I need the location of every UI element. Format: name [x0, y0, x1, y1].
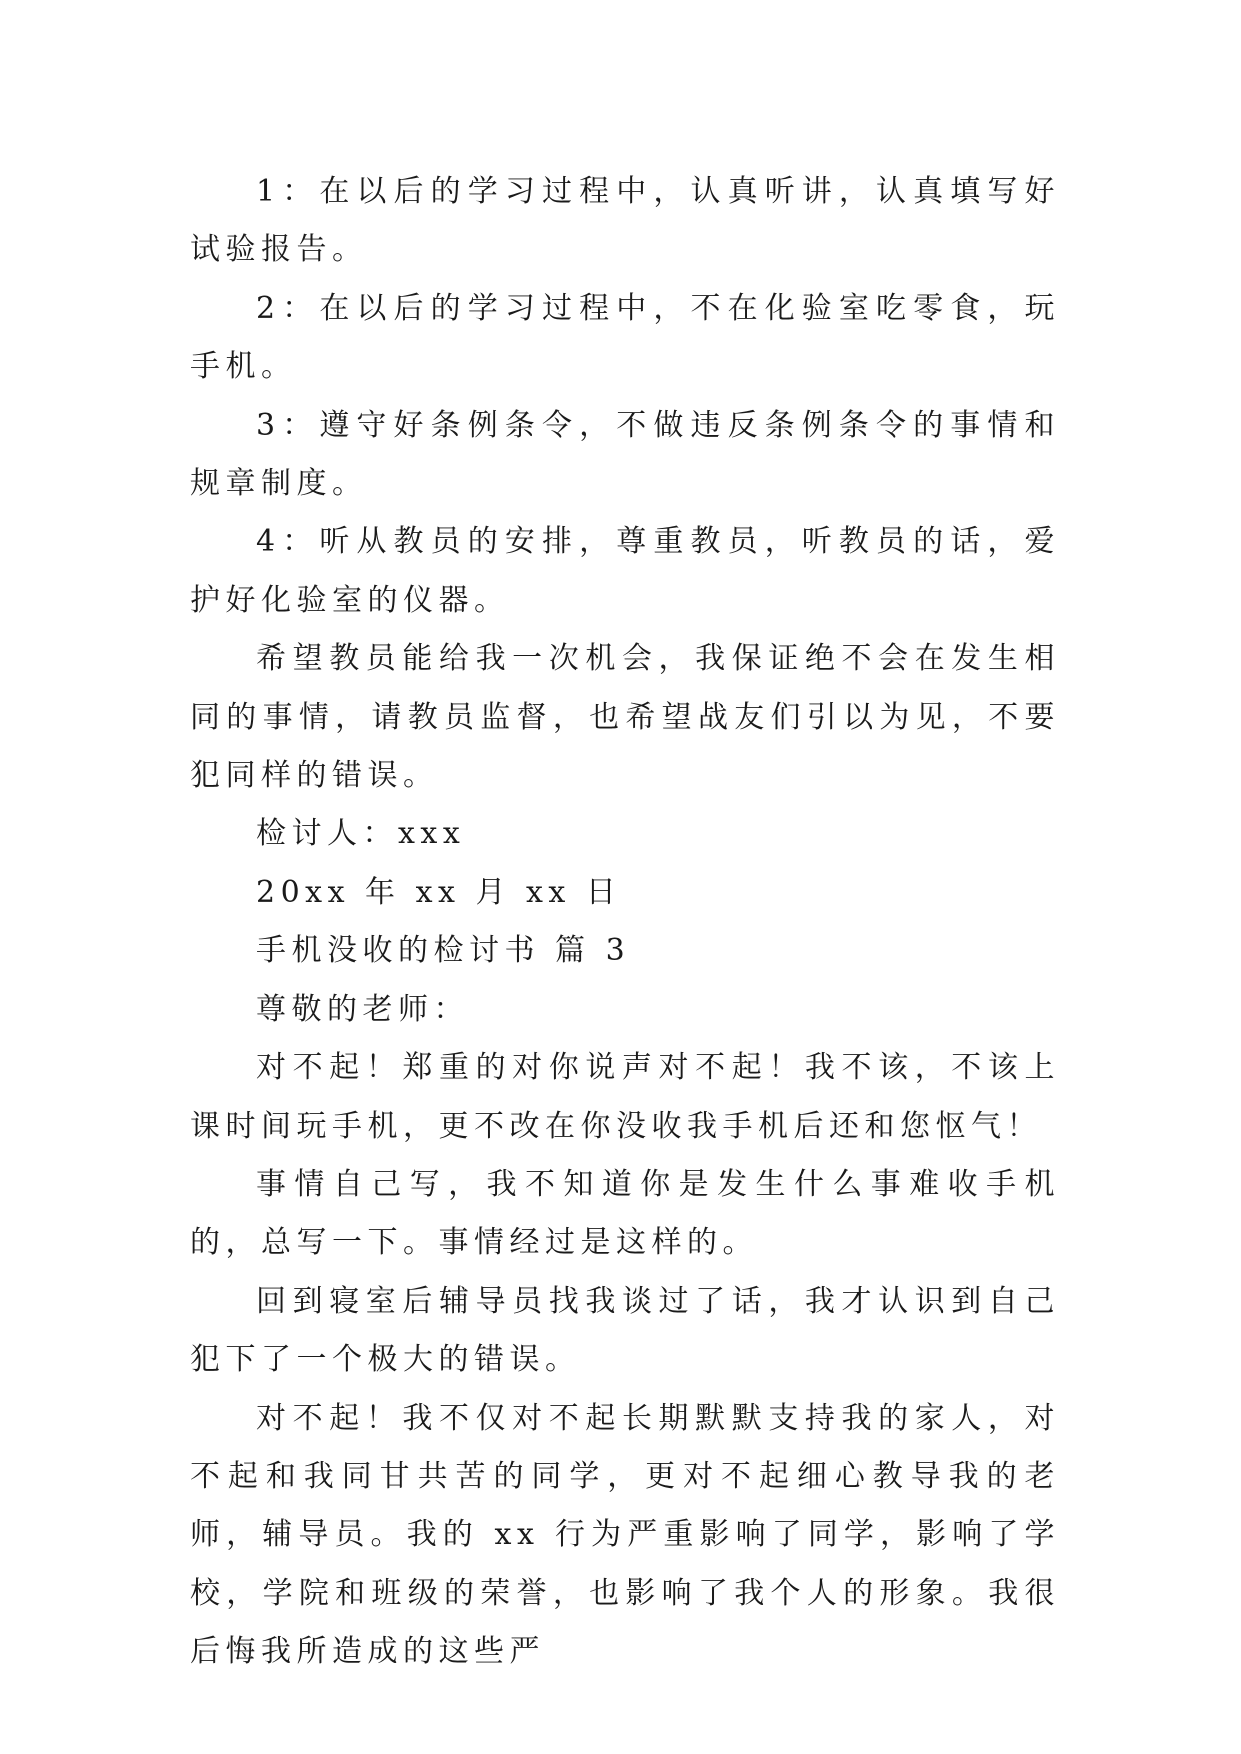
paragraph-item-3: 3：遵守好条例条令，不做违反条例条令的事情和规章制度。 [190, 407, 1060, 502]
paragraph-hope: 希望教员能给我一次机会，我保证绝不会在发生相同的事情，请教员监督，也希望战友们引以为见，不要犯同样的错误。 [190, 641, 1060, 794]
body-paragraph-2: 事情自己写，我不知道你是发生什么事难收手机的，总写一下。事情经过是这样的。 [190, 1166, 1060, 1261]
salutation: 尊敬的老师： [256, 991, 469, 1027]
signer-line: 检讨人：xxx [256, 816, 466, 852]
paragraph-item-4: 4：听从教员的安排，尊重教员，听教员的话，爱护好化验室的仪器。 [190, 524, 1060, 618]
body-paragraph-3: 回到寝室后辅导员找我谈过了话，我才认识到自己犯下了一个极大的错误。 [190, 1283, 1060, 1378]
body-paragraph-1: 对不起！郑重的对你说声对不起！我不该，不该上课时间玩手机，更不改在你没收我手机后还和您怄气！ [190, 1050, 1060, 1144]
body-paragraph-4: 对不起！我不仅对不起长期默默支持我的家人，对不起和我同甘共苦的同学，更对不起细心教导我的老师，辅导员。我的 xx 行为严重影响了同学，影响了学校，学院和班级的荣誉，也影响了我个人的形象。我很后悔我所造成的这些严 [190, 1400, 1060, 1670]
document-body [190, 163, 1060, 1682]
paragraph-item-2: 2：在以后的学习过程中，不在化验室吃零食，玩手机。 [190, 290, 1060, 385]
date-line: 20xx 年 xx 月 xx 日 [256, 874, 622, 910]
paragraph-item-1: 1：在以后的学习过程中，认真听讲，认真填写好试验报告。 [190, 174, 1060, 268]
section-title: 手机没收的检讨书 篇 3 [256, 933, 631, 969]
